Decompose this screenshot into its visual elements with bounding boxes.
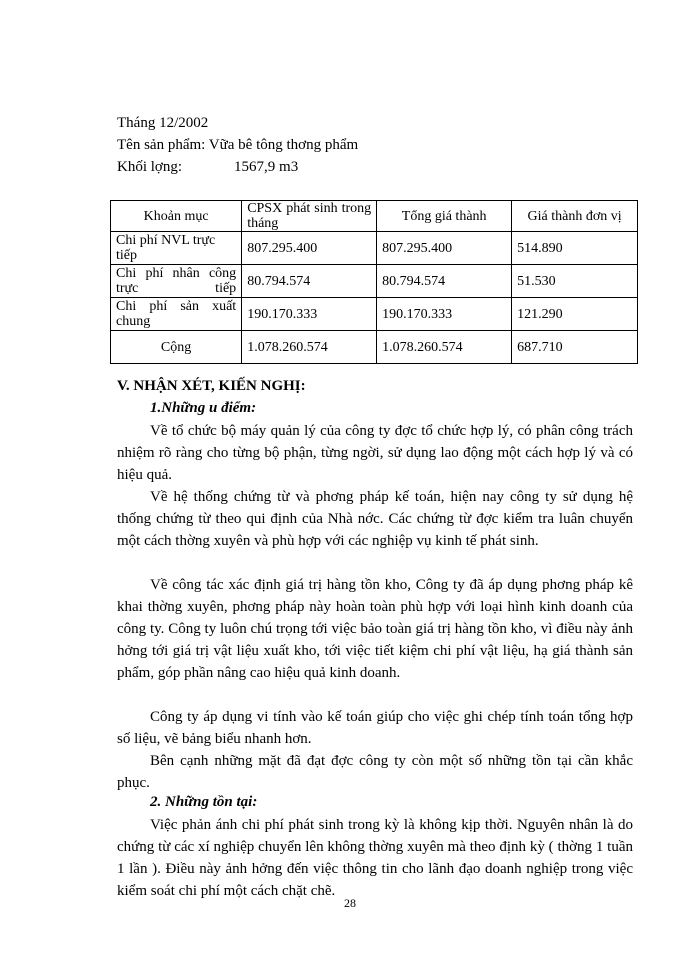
quantity-label: Khối lợng: xyxy=(117,159,183,175)
row-label: Chi phí nhân công trực tiếp xyxy=(111,265,242,298)
section-title: V. NHẬN XÉT, KIẾN NGHỊ: xyxy=(117,378,306,394)
cell-unit-cost: 121.290 xyxy=(512,298,638,331)
row-label: Chi phí sản xuất chung xyxy=(111,298,242,331)
table-header-row xyxy=(111,201,638,232)
product-line: Tên sản phẩm: Vữa bê tông thơng phẩm xyxy=(117,137,359,153)
cell-unit-cost: 51.530 xyxy=(512,265,638,298)
cell-total-cost: 80.794.574 xyxy=(377,265,512,298)
cell-total-cost: 190.170.333 xyxy=(377,298,512,331)
cell-total-cost: 807.295.400 xyxy=(377,232,512,265)
table-row xyxy=(111,298,638,331)
paragraph-computing: Công ty áp dụng vi tính vào kế toán giúp cho việc ghi chép tính toán tổng hợp số liệu, vẽ bảng biểu nhanh hơn. xyxy=(117,709,633,747)
quantity-line xyxy=(117,156,298,178)
paragraph-inventory: Về công tác xác định giá trị hàng tồn kho, Công ty đã áp dụng phơng pháp kê khai thờng xuyên, phơng pháp này hoàn toàn phù hợp với loại hình kinh doanh của công ty. Công ty luôn chú trọng tới việc bảo toàn giá trị hàng tồn kho, vì điều này ảnh hởng tới giá trị vật liệu xuất kho, tới việc tiết kiệm chi phí vật liệu, hạ giá thành sản phẩm, góp phần nâng cao hiệu quả kinh doanh. xyxy=(117,577,633,681)
cell-cost-incurred: 80.794.574 xyxy=(242,265,377,298)
subsection-strengths: 1.Những u điểm: xyxy=(150,400,257,416)
cell-cost-incurred: 190.170.333 xyxy=(242,298,377,331)
paragraph-shortcomings-intro: Bên cạnh những mặt đã đạt đợc công ty còn một số những tồn tại cần khắc phục. xyxy=(117,753,633,791)
cost-table xyxy=(110,200,638,364)
table-row xyxy=(111,265,638,298)
cell-unit-cost: 687.710 xyxy=(512,331,638,364)
paragraph-organization: Về tổ chức bộ máy quản lý của công ty đợc tổ chức hợp lý, có phân công trách nhiệm rõ ràng cho từng bộ phận, từng ngời, sử dụng lao động một cách hợp lý và có hiệu quả. xyxy=(117,423,633,483)
month-line: Tháng 12/2002 xyxy=(117,115,209,131)
cell-total-cost: 1.078.260.574 xyxy=(377,331,512,364)
paragraph-reporting: Việc phản ánh chi phí phát sinh trong kỳ là không kịp thời. Nguyên nhân là do chứng từ các xí nghiệp chuyển lên không thờng xuyên mà theo định kỳ ( thờng 1 tuần 1 lần ). Điều này ảnh hởng đến việc thông tin cho lãnh đạo doanh nghiệp trong việc kiểm soát chi phí một cách chặt chẽ. xyxy=(117,817,633,899)
col-header-item: Khoản mục xyxy=(111,201,242,232)
row-label: Chi phí NVL trực tiếp xyxy=(111,232,242,265)
col-header-cost-incurred: CPSX phát sinh trong tháng xyxy=(242,201,377,232)
cell-cost-incurred: 1.078.260.574 xyxy=(242,331,377,364)
row-label: Cộng xyxy=(111,331,242,364)
paragraph-documents: Về hệ thống chứng từ và phơng pháp kế toán, hiện nay công ty sử dụng hệ thống chứng từ theo qui định của Nhà nớc. Các chứng từ đợc kiểm tra luân chuyển một cách thờng xuyên và phù hợp với các nghiệp vụ kinh tế phát sinh. xyxy=(117,489,633,549)
col-header-unit-cost: Giá thành đơn vị xyxy=(512,201,638,232)
col-header-total-cost: Tổng giá thành xyxy=(377,201,512,232)
table-row xyxy=(111,232,638,265)
page-number: 28 xyxy=(344,896,356,910)
quantity-value: 1567,9 m3 xyxy=(234,159,299,175)
subsection-shortcomings: 2. Những tồn tại: xyxy=(150,794,258,810)
cell-cost-incurred: 807.295.400 xyxy=(242,232,377,265)
cell-unit-cost: 514.890 xyxy=(512,232,638,265)
table-total-row xyxy=(111,331,638,364)
